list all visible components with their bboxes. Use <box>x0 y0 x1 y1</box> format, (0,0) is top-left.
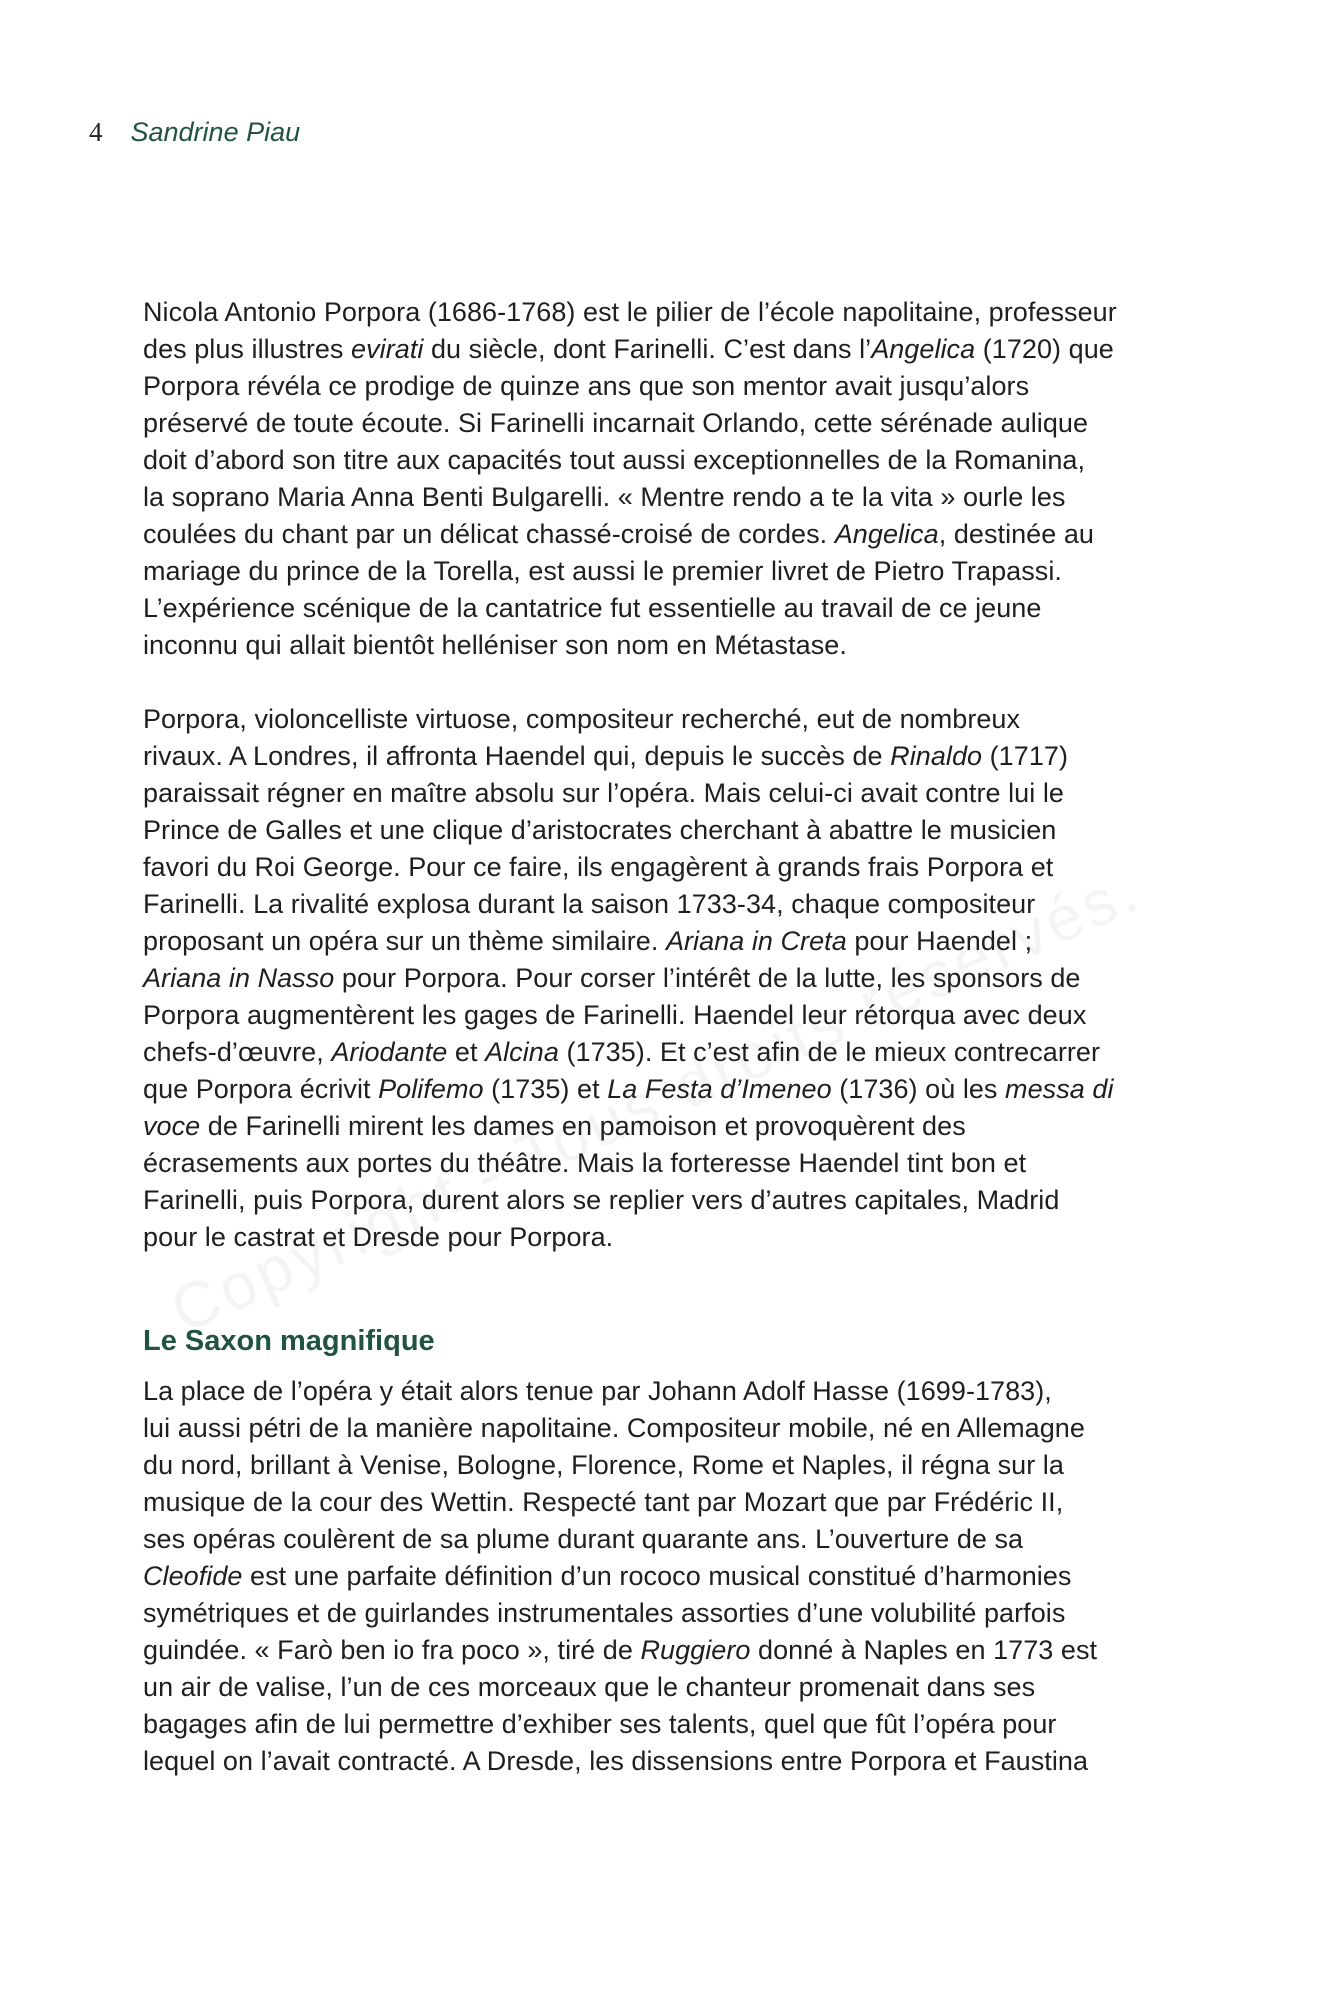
text-line: symétriques et de guirlandes instrumentales assorties d’une volubilité parfois <box>143 1598 1066 1628</box>
text-line: La place de l’opéra y était alors tenue par Johann Adolf Hasse (1699-1783), <box>143 1376 1052 1406</box>
running-title: Sandrine Piau <box>130 117 301 147</box>
text-line: proposant un opéra sur un thème similaire. Ariana in Creta pour Haendel ; <box>143 926 1033 956</box>
text-line: préservé de toute écoute. Si Farinelli incarnait Orlando, cette sérénade aulique <box>143 408 1089 438</box>
italic-title: Rinaldo <box>890 741 983 771</box>
text-line: Farinelli, puis Porpora, durent alors se replier vers d’autres capitales, Madrid <box>143 1185 1060 1215</box>
text-line: ses opéras coulèrent de sa plume durant quarante ans. L’ouverture de sa <box>143 1524 1024 1554</box>
text-line: chefs-d’œuvre, Ariodante et Alcina (1735). Et c’est afin de le mieux contrecarrer <box>143 1037 1101 1067</box>
text-line: musique de la cour des Wettin. Respecté tant par Mozart que par Frédéric II, <box>143 1487 1064 1517</box>
italic-title: Ariana in Creta <box>665 926 847 956</box>
italic-title: Alcina <box>485 1037 559 1067</box>
italic-title: Ariodante <box>331 1037 448 1067</box>
text-line: Cleofide est une parfaite définition d’un rococo musical constitué d’harmonies <box>143 1561 1072 1591</box>
italic-title: messa di <box>1005 1074 1114 1104</box>
italic-title: Angelica <box>871 334 976 364</box>
text-line: Porpora révéla ce prodige de quinze ans que son mentor avait jusqu’alors <box>143 371 1030 401</box>
text-line: doit d’abord son titre aux capacités tout aussi exceptionnelles de la Romanina, <box>143 445 1086 475</box>
text-line: un air de valise, l’un de ces morceaux que le chanteur promenait dans ses <box>143 1672 1036 1702</box>
text-line: Nicola Antonio Porpora (1686-1768) est le pilier de l’école napolitaine, professeur <box>143 297 1117 327</box>
italic-title: La Festa d’Imeneo <box>607 1074 832 1104</box>
text-line: Porpora augmentèrent les gages de Farinelli. Haendel leur rétorqua avec deux <box>143 1000 1087 1030</box>
running-head <box>89 115 300 149</box>
text-line: L’expérience scénique de la cantatrice fut essentielle au travail de ce jeune <box>143 593 1042 623</box>
text-line: que Porpora écrivit Polifemo (1735) et La Festa d’Imeneo (1736) où les messa di <box>143 1074 1114 1104</box>
text-line: favori du Roi George. Pour ce faire, ils engagèrent à grands frais Porpora et <box>143 852 1054 882</box>
text-line: Porpora, violoncelliste virtuose, compositeur recherché, eut de nombreux <box>143 704 1021 734</box>
paragraph-1 <box>143 294 1203 664</box>
text-line: Ariana in Nasso pour Porpora. Pour corser l’intérêt de la lutte, les sponsors de <box>143 963 1081 993</box>
italic-title: Angelica <box>834 519 939 549</box>
text-line: Prince de Galles et une clique d’aristocrates cherchant à abattre le musicien <box>143 815 1057 845</box>
paragraph-3 <box>143 1373 1203 1780</box>
text-line: lequel on l’avait contracté. A Dresde, les dissensions entre Porpora et Faustina <box>143 1746 1089 1776</box>
italic-title: voce <box>143 1111 201 1141</box>
italic-title: evirati <box>351 334 424 364</box>
italic-title: Polifemo <box>378 1074 484 1104</box>
page-number: 4 <box>89 117 103 147</box>
text-line: rivaux. A Londres, il affronta Haendel qui, depuis le succès de Rinaldo (1717) <box>143 741 1068 771</box>
text-line: inconnu qui allait bientôt helléniser son nom en Métastase. <box>143 630 847 660</box>
text-line: guindée. « Farò ben io fra poco », tiré de Ruggiero donné à Naples en 1773 est <box>143 1635 1098 1665</box>
text-line: écrasements aux portes du théâtre. Mais la forteresse Haendel tint bon et <box>143 1148 1027 1178</box>
text-line: lui aussi pétri de la manière napolitaine. Compositeur mobile, né en Allemagne <box>143 1413 1085 1443</box>
text-line: bagages afin de lui permettre d’exhiber ses talents, quel que fût l’opéra pour <box>143 1709 1057 1739</box>
text-line: coulées du chant par un délicat chassé-croisé de cordes. Angelica, destinée au <box>143 519 1095 549</box>
italic-title: Ariana in Nasso <box>143 963 335 993</box>
text-line: pour le castrat et Dresde pour Porpora. <box>143 1222 614 1252</box>
italic-title: Ruggiero <box>640 1635 751 1665</box>
text-line: paraissait régner en maître absolu sur l’opéra. Mais celui-ci avait contre lui le <box>143 778 1064 808</box>
italic-title: Cleofide <box>143 1561 243 1591</box>
text-line: du nord, brillant à Venise, Bologne, Florence, Rome et Naples, il régna sur la <box>143 1450 1064 1480</box>
section-heading: Le Saxon magnifique <box>143 1325 435 1357</box>
page-body <box>143 294 1203 1780</box>
text-line: voce de Farinelli mirent les dames en pamoison et provoquèrent des <box>143 1111 966 1141</box>
text-line: des plus illustres evirati du siècle, dont Farinelli. C’est dans l’Angelica (1720) que <box>143 334 1114 364</box>
paragraph-2 <box>143 701 1203 1256</box>
text-line: la soprano Maria Anna Benti Bulgarelli. « Mentre rendo a te la vita » ourle les <box>143 482 1066 512</box>
text-line: mariage du prince de la Torella, est aussi le premier livret de Pietro Trapassi. <box>143 556 1062 586</box>
text-line: Farinelli. La rivalité explosa durant la saison 1733-34, chaque compositeur <box>143 889 1036 919</box>
